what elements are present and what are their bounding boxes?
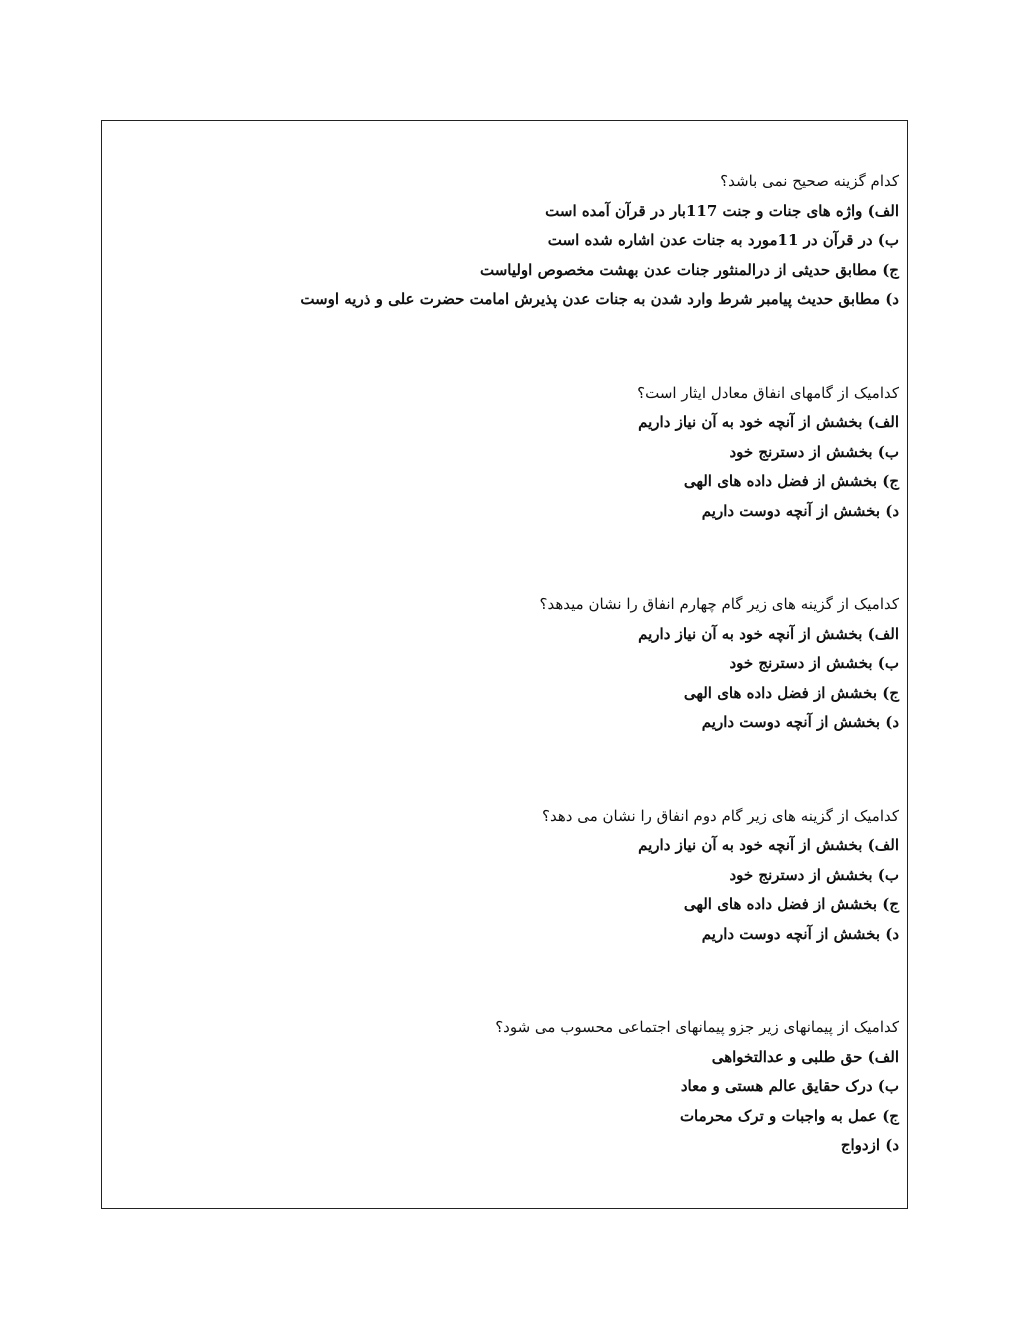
option-d: د) بخشش از آنچه دوست داریم [701,501,899,520]
question-2 [119,379,899,527]
option-b: ب) بخشش از دسترنج خود [729,442,899,461]
question-3 [119,590,899,738]
question-stem: کدامیک از گزینه های زیر گام چهارم انفاق را نشان میدهد؟ [539,595,899,613]
option-a: الف) بخشش از آنچه خود به آن نیاز داریم [638,836,899,854]
option-b: ب) بخشش از دسترنج خود [729,654,899,672]
question-1 [119,167,899,315]
question-stem: کدامیک از گزینه های زیر گام دوم انفاق را نشان می دهد؟ [542,806,899,825]
page-frame [101,120,908,1209]
option-b: ب) درک حقایق عالم هستی و معاد [680,1077,899,1095]
question-stem: کدامیک از گامهای انفاق معادل ایثار است؟ [637,383,899,402]
question-4 [119,802,899,950]
question-stem: کدام گزینه صحیح نمی باشد؟ [720,172,899,190]
option-c: ج) بخشش از فضل داده های الهی [683,472,899,490]
option-a: الف) بخشش از آنچه خود به آن نیاز داریم [638,413,899,431]
option-d: د) مطابق حدیث پیامبر شرط وارد شدن به جنات عدن پذیرش امامت حضرت علی و ذریه اوست [300,290,899,308]
option-d: د) ازدواج [840,1136,899,1154]
option-c: ج) مطابق حدیثی از درالمنثور جنات عدن بهشت مخصوص اولیاست [479,260,899,279]
option-a: الف) واژه های جنات و جنت 117بار در قرآن آمده است [545,201,899,220]
option-c: ج) عمل به واجبات و ترک محرمات [679,1106,899,1125]
option-b: ب) در قرآن در 11مورد به جنات عدن اشاره شده است [547,231,899,249]
option-b: ب) بخشش از دسترنج خود [729,865,899,884]
option-d: د) بخشش از آنچه دوست داریم [701,924,899,943]
question-stem: کدامیک از پیمانهای زیر جزو پیمانهای اجتماعی محسوب می شود؟ [495,1018,899,1036]
option-a: الف) بخشش از آنچه خود به آن نیاز داریم [638,624,899,643]
option-c: ج) بخشش از فضل داده های الهی [683,683,899,702]
question-list [119,167,899,1161]
option-c: ج) بخشش از فضل داده های الهی [683,895,899,913]
option-a: الف) حق طلبی و عدالتخواهی [711,1047,899,1066]
option-d: د) بخشش از آنچه دوست داریم [701,713,899,731]
question-5 [119,1013,899,1161]
